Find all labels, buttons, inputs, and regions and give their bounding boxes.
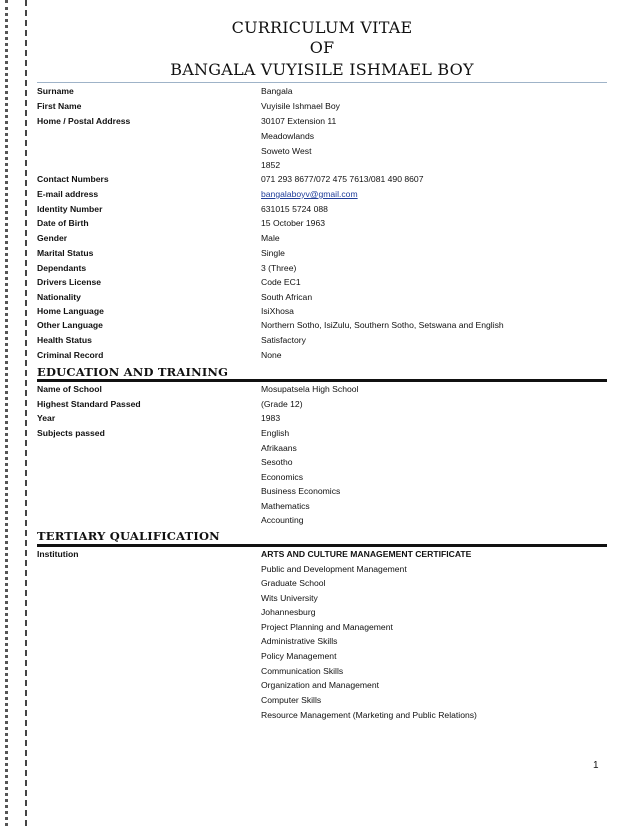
education-label: Year <box>37 413 56 423</box>
education-label: Subjects passed <box>37 428 105 438</box>
detail-label: Drivers License <box>37 277 102 287</box>
tertiary-row <box>37 562 607 577</box>
detail-value: 15 October 1963 <box>261 218 326 228</box>
education-row <box>37 441 607 456</box>
tertiary-row <box>37 620 607 635</box>
education-value: Sesotho <box>261 457 293 467</box>
education-label: Name of School <box>37 384 102 394</box>
detail-label: Marital Status <box>37 248 94 258</box>
detail-row <box>37 333 607 348</box>
detail-value: Vuyisile Ishmael Boy <box>261 101 340 111</box>
detail-row <box>37 275 607 290</box>
detail-label: Gender <box>37 233 68 243</box>
detail-row <box>37 216 607 231</box>
tertiary-row <box>37 708 607 723</box>
detail-value: Male <box>261 233 280 243</box>
education-value: Accounting <box>261 515 304 525</box>
education-value: Business Economics <box>261 486 341 496</box>
detail-row <box>37 187 607 202</box>
tertiary-value: Computer Skills <box>261 695 322 705</box>
education-value: Mathematics <box>261 501 310 511</box>
tertiary-row <box>37 634 607 649</box>
detail-value: 30107 Extension 11 <box>261 116 337 126</box>
tertiary-row <box>37 576 607 591</box>
detail-row <box>37 290 607 305</box>
tertiary-row <box>37 678 607 693</box>
applicant-name-heading: BANGALA VUYISILE ISHMAEL BOY <box>170 60 474 79</box>
detail-label: Home / Postal Address <box>37 116 131 126</box>
detail-row <box>37 318 607 333</box>
detail-row <box>37 231 607 246</box>
detail-row <box>37 84 607 99</box>
detail-value: 631015 5724 088 <box>261 204 328 214</box>
detail-label: Nationality <box>37 292 81 302</box>
tertiary-value: Administrative Skills <box>261 636 338 646</box>
tertiary-value: Graduate School <box>261 578 326 588</box>
tertiary-value: Organization and Management <box>261 680 380 690</box>
detail-value: Code EC1 <box>261 277 301 287</box>
education-value: Mosupatsela High School <box>261 384 359 394</box>
detail-value: Single <box>261 248 285 258</box>
detail-row <box>37 202 607 217</box>
detail-row <box>37 158 607 173</box>
tertiary-label: Institution <box>37 549 79 559</box>
detail-label: E-mail address <box>37 189 99 199</box>
detail-label: Other Language <box>37 320 103 330</box>
detail-label: Identity Number <box>37 204 103 214</box>
detail-label: Surname <box>37 86 74 96</box>
tertiary-value: Project Planning and Management <box>261 622 393 632</box>
document-title-of: OF <box>309 38 335 57</box>
detail-value: Northern Sotho, IsiZulu, Southern Sotho, Setswana and English <box>261 320 504 330</box>
tertiary-value: Policy Management <box>261 651 337 661</box>
education-value: 1983 <box>261 413 281 423</box>
education-value: Economics <box>261 472 304 482</box>
education-value: (Grade 12) <box>261 399 303 409</box>
tertiary-value: Wits University <box>261 593 318 603</box>
document-title: CURRICULUM VITAE <box>231 18 413 37</box>
detail-label: Date of Birth <box>37 218 89 228</box>
left-margin-border <box>5 0 9 826</box>
tertiary-section-title: TERTIARY QUALIFICATION <box>37 529 220 543</box>
email-link[interactable]: bangalaboyv@gmail.com <box>261 189 358 199</box>
tertiary-row <box>37 664 607 679</box>
education-row <box>37 499 607 514</box>
detail-label: Contact Numbers <box>37 174 109 184</box>
detail-label: Health Status <box>37 335 92 345</box>
tertiary-row <box>37 693 607 708</box>
education-row <box>37 382 607 397</box>
detail-value: South African <box>261 292 313 302</box>
left-margin-border-inner <box>25 0 28 826</box>
tertiary-value: Communication Skills <box>261 666 344 676</box>
tertiary-row <box>37 649 607 664</box>
title-divider <box>37 82 607 83</box>
detail-value: Bangala <box>261 86 293 96</box>
detail-row <box>37 99 607 114</box>
detail-row <box>37 304 607 319</box>
tertiary-value: ARTS AND CULTURE MANAGEMENT CERTIFICATE <box>261 549 472 559</box>
detail-row <box>37 261 607 276</box>
tertiary-value: Johannesburg <box>261 607 316 617</box>
education-row <box>37 426 607 441</box>
detail-label: Criminal Record <box>37 350 104 360</box>
education-value: English <box>261 428 290 438</box>
detail-row <box>37 172 607 187</box>
detail-value: None <box>261 350 282 360</box>
tertiary-row <box>37 591 607 606</box>
detail-value: Satisfactory <box>261 335 306 345</box>
detail-value: Meadowlands <box>261 131 315 141</box>
education-row <box>37 455 607 470</box>
detail-label: Home Language <box>37 306 104 316</box>
detail-value: 1852 <box>261 160 281 170</box>
tertiary-value: Public and Development Management <box>261 564 407 574</box>
tertiary-row <box>37 547 607 562</box>
detail-row <box>37 144 607 159</box>
detail-row <box>37 129 607 144</box>
tertiary-value: Resource Management (Marketing and Public Relations) <box>261 710 477 720</box>
education-row <box>37 513 607 528</box>
detail-value: IsiXhosa <box>261 306 294 316</box>
education-row <box>37 484 607 499</box>
tertiary-row <box>37 605 607 620</box>
education-section-title: EDUCATION AND TRAINING <box>37 365 229 379</box>
detail-label: First Name <box>37 101 82 111</box>
detail-value: 071 293 8677/072 475 7613/081 490 8607 <box>261 174 424 184</box>
page-number: 1 <box>593 760 599 771</box>
detail-row <box>37 348 607 363</box>
cv-page <box>37 0 607 826</box>
education-row <box>37 411 607 426</box>
education-row <box>37 470 607 485</box>
detail-value: Soweto West <box>261 146 312 156</box>
education-value: Afrikaans <box>261 443 297 453</box>
detail-row <box>37 114 607 129</box>
detail-label: Dependants <box>37 263 87 273</box>
education-label: Highest Standard Passed <box>37 399 141 409</box>
education-row <box>37 397 607 412</box>
detail-value: 3 (Three) <box>261 263 297 273</box>
detail-row <box>37 246 607 261</box>
